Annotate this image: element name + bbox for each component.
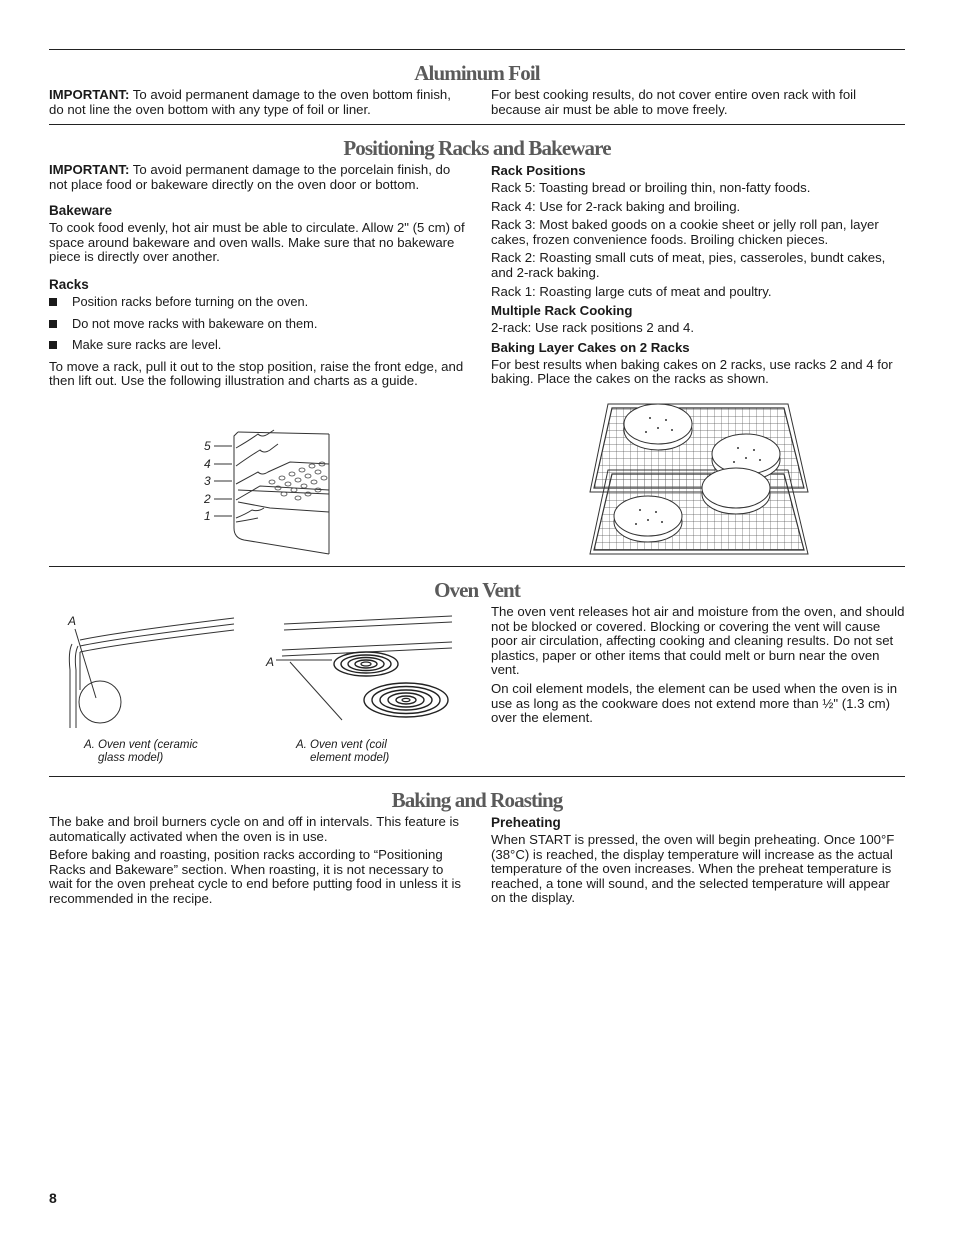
rack-position-item: Rack 5: Toasting bread or broiling thin, non-fatty foods. bbox=[491, 180, 811, 195]
baking-roasting-heading: Baking and Roasting bbox=[391, 788, 563, 812]
rack-position-item: Rack 3: Most baked goods on a cookie sheet or jelly roll pan, layer cakes, frozen convenience foods. Broiling chicken pieces. bbox=[491, 217, 879, 247]
coil-vent-illustration bbox=[262, 608, 462, 734]
coil-vent-caption bbox=[296, 739, 389, 765]
rack-position-item: Rack 4: Use for 2-rack baking and broiling. bbox=[491, 198, 741, 214]
callout-a: A bbox=[266, 655, 275, 669]
ceramic-vent-illustration bbox=[58, 610, 240, 734]
aluminum-foil-tip: For best cooking results, do not cover entire oven rack with foil because air must be able to move freely. bbox=[491, 87, 857, 117]
important-label: IMPORTANT: bbox=[49, 162, 130, 177]
list-item: Position racks before turning on the oven. bbox=[49, 295, 469, 310]
oven-vent-text: The oven vent releases hot air and moisture from the oven, and should not be blocked or covered. Blocking or covering the vent will cause poor air circulation, affecting cooking and cleaning results. Do not set plastics, paper or other items that could melt or burn near the oven vent. bbox=[491, 604, 905, 678]
multiple-rack-heading: Multiple Rack Cooking bbox=[491, 303, 633, 319]
important-text: To avoid permanent damage to the oven bottom finish, do not line the oven bottom with any type of foil or liner. bbox=[49, 87, 451, 117]
important-label: IMPORTANT: bbox=[49, 87, 130, 102]
baking-right bbox=[491, 815, 905, 910]
layer-cakes-text: For best results when baking cakes on 2 racks, use racks 2 and 4 for baking. Place the cakes on the racks as shown. bbox=[491, 356, 893, 387]
aluminum-foil-heading: Aluminum Foil bbox=[414, 61, 540, 85]
rack-number: 3 bbox=[204, 474, 211, 488]
oven-vent-heading: Oven Vent bbox=[434, 578, 520, 602]
rack-number: 2 bbox=[204, 492, 211, 506]
rack-number: 5 bbox=[204, 439, 211, 453]
positioning-important bbox=[49, 163, 469, 192]
preheating-heading: Preheating bbox=[491, 815, 561, 830]
important-text: To avoid permanent damage to the porcelain finish, do not place food or bakeware directly on the oven door or bottom. bbox=[49, 162, 451, 192]
caption-line: element model) bbox=[310, 752, 390, 764]
section-rule bbox=[49, 566, 905, 567]
rack-number: 1 bbox=[204, 509, 211, 523]
ceramic-vent-caption bbox=[84, 739, 198, 765]
bakeware-text: To cook food evenly, hot air must be able to circulate. Allow 2" (5 cm) of space around bakeware and oven walls. Make sure that no bakeware piece is directly over another. bbox=[49, 220, 465, 265]
caption-line: A. Oven vent (coil bbox=[296, 739, 387, 751]
rack-positions-illustration bbox=[198, 428, 334, 558]
oven-vent-coil-text: On coil element models, the element can be used when the oven is in use as long as the cookware does not extend more than ½" (1.3 cm) over the element. bbox=[491, 680, 898, 726]
racks-list bbox=[49, 295, 469, 353]
caption-line: glass model) bbox=[98, 752, 164, 764]
rack-positions-heading: Rack Positions bbox=[491, 163, 586, 178]
multiple-rack-text: 2-rack: Use rack positions 2 and 4. bbox=[491, 320, 695, 336]
caption-line: A. Oven vent (ceramic bbox=[84, 739, 198, 751]
positioning-right bbox=[491, 163, 905, 391]
move-rack-text: To move a rack, pull it out to the stop position, raise the front edge, and then lift out. Use the following illustration and charts as a guide. bbox=[49, 358, 464, 389]
baking-racks-text: Before baking and roasting, position racks according to “Positioning Racks and Bakeware” section. When roasting, it is not necessary to wait for the oven preheat cycle to end before putting food in unless it is recommended in the recipe. bbox=[49, 847, 461, 906]
top-rule bbox=[49, 49, 905, 50]
oven-vent-right bbox=[491, 605, 905, 730]
racks-heading: Racks bbox=[49, 276, 89, 292]
layer-cakes-illustration bbox=[588, 402, 810, 556]
aluminum-foil-important bbox=[49, 88, 469, 117]
rack-number: 4 bbox=[204, 457, 211, 471]
aluminum-foil-left bbox=[49, 88, 469, 121]
callout-a: A bbox=[68, 614, 77, 628]
baking-left bbox=[49, 815, 469, 911]
baking-cycle-text: The bake and broil burners cycle on and off in intervals. This feature is automatically activated when the oven is in use. bbox=[49, 814, 460, 844]
preheating-text: When START is pressed, the oven will begin preheating. Once 100°F (38°C) is reached, the display temperature will increase as the actual temperature of the oven increases. When the preheat temperature is reached, a tone will sound, and the selected temperature will appear on the display. bbox=[491, 832, 895, 906]
layer-cakes-heading: Baking Layer Cakes on 2 Racks bbox=[491, 339, 690, 355]
page-number: 8 bbox=[49, 1190, 57, 1206]
positioning-left bbox=[49, 163, 469, 393]
rack-position-item: Rack 1: Roasting large cuts of meat and poultry. bbox=[491, 283, 772, 299]
list-item: Do not move racks with bakeware on them. bbox=[49, 317, 469, 332]
rack-position-item: Rack 2: Roasting small cuts of meat, pies, casseroles, bundt cakes, and 2-rack baking. bbox=[491, 250, 886, 280]
positioning-heading: Positioning Racks and Bakeware bbox=[343, 136, 611, 160]
list-item: Make sure racks are level. bbox=[49, 338, 469, 353]
aluminum-foil-right bbox=[491, 88, 905, 121]
bakeware-heading: Bakeware bbox=[49, 203, 113, 219]
section-rule bbox=[49, 776, 905, 777]
section-rule bbox=[49, 124, 905, 125]
